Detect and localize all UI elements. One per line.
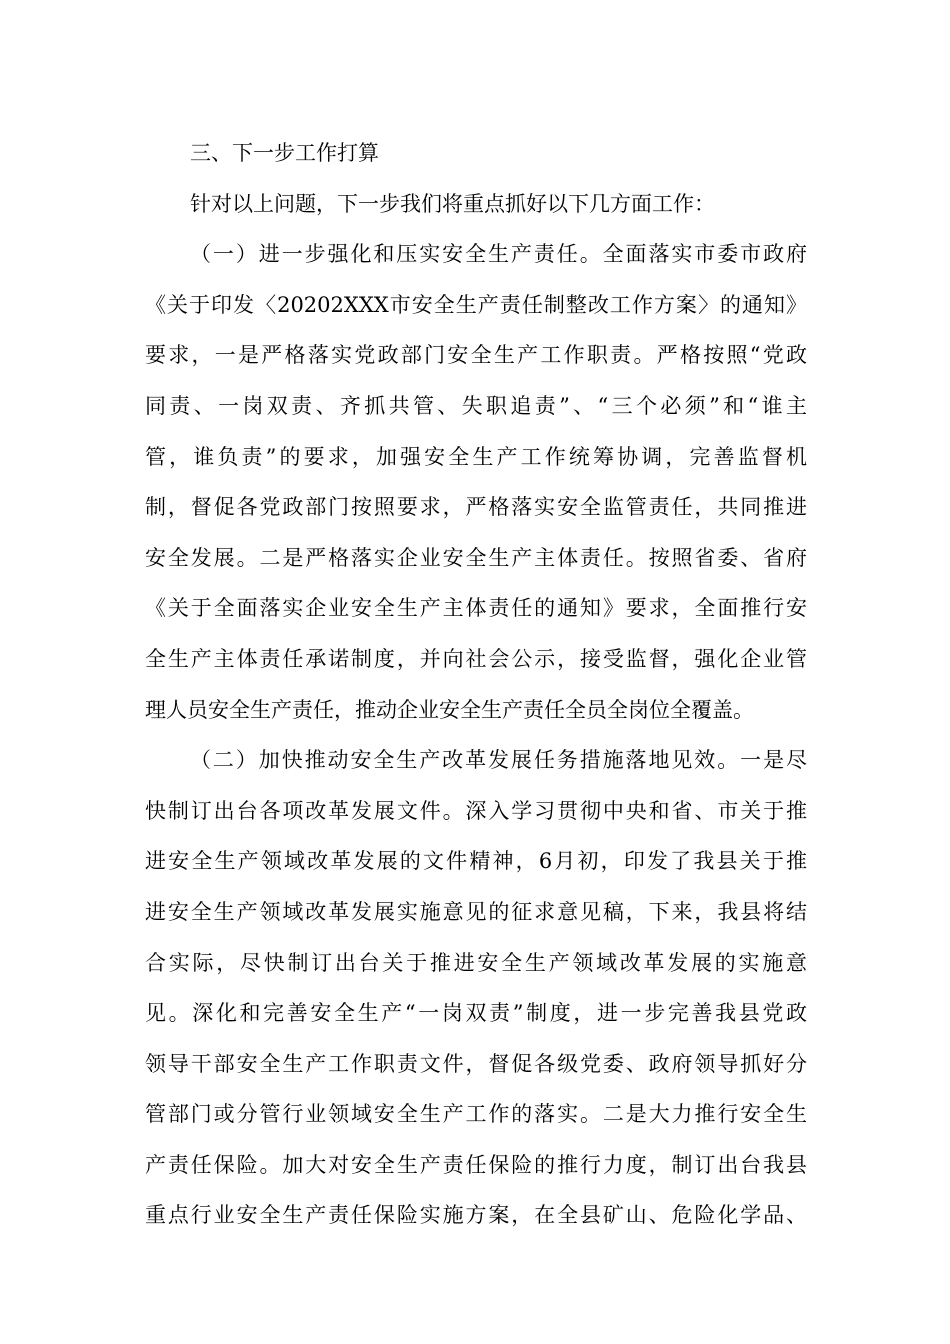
paragraph-line: 见。深化和完善安全生产“一岗双责”制度，进一步完善我县党政 [145, 1001, 807, 1026]
paragraph-line: 产责任保险。加大对安全生产责任保险的推行力度，制订出台我县 [145, 1152, 807, 1177]
paragraph-line: 管，谁负责”的要求，加强安全生产工作统筹协调，完善监督机 [145, 444, 807, 469]
paragraph-line: 重点行业安全生产责任保险实施方案，在全县矿山、危险化学品、 [145, 1203, 807, 1228]
paragraph-line: （一）进一步强化和压实安全生产责任。全面落实市委市政府 [190, 242, 807, 267]
paragraph-line: 进安全生产领域改革发展实施意见的征求意见稿，下来，我县将结 [145, 899, 807, 924]
section-heading: 三、下一步工作打算 [190, 141, 379, 165]
paragraph-line: 《关于印发〈20202XXX市安全生产责任制整改工作方案〉的通知》 [145, 292, 807, 317]
paragraph-line: 制，督促各党政部门按照要求，严格落实安全监管责任，共同推进 [145, 495, 807, 520]
paragraph-line: （二）加快推动安全生产改革发展任务措施落地见效。一是尽 [190, 748, 807, 773]
paragraph-line: 进安全生产领域改革发展的文件精神，6月初，印发了我县关于推 [145, 849, 807, 874]
document-body [145, 128, 807, 1241]
paragraph-line: 管部门或分管行业领域安全生产工作的落实。二是大力推行安全生 [145, 1102, 807, 1127]
paragraph-line: 领导干部安全生产工作职责文件，督促各级党委、政府领导抓好分 [145, 1051, 807, 1076]
paragraph-line: 同责、一岗双责、齐抓共管、失职追责”、“三个必须”和“谁主 [145, 393, 807, 418]
paragraph-line: 理人员安全生产责任，推动企业安全生产责任全员全岗位全覆盖。 [145, 697, 754, 722]
paragraph-line: 安全发展。二是严格落实企业安全生产主体责任。按照省委、省府 [145, 545, 807, 570]
paragraph-line: 《关于全面落实企业安全生产主体责任的通知》要求，全面推行安 [145, 596, 807, 621]
paragraph-line: 快制订出台各项改革发展文件。深入学习贯彻中央和省、市关于推 [145, 798, 807, 823]
paragraph-line: 针对以上问题，下一步我们将重点抓好以下几方面工作： [190, 191, 715, 216]
paragraph-line: 要求，一是严格落实党政部门安全生产工作职责。严格按照“党政 [145, 343, 807, 368]
paragraph-line: 全生产主体责任承诺制度，并向社会公示，接受监督，强化企业管 [145, 646, 807, 671]
paragraph-line: 合实际，尽快制订出台关于推进安全生产领域改革发展的实施意 [145, 950, 807, 975]
